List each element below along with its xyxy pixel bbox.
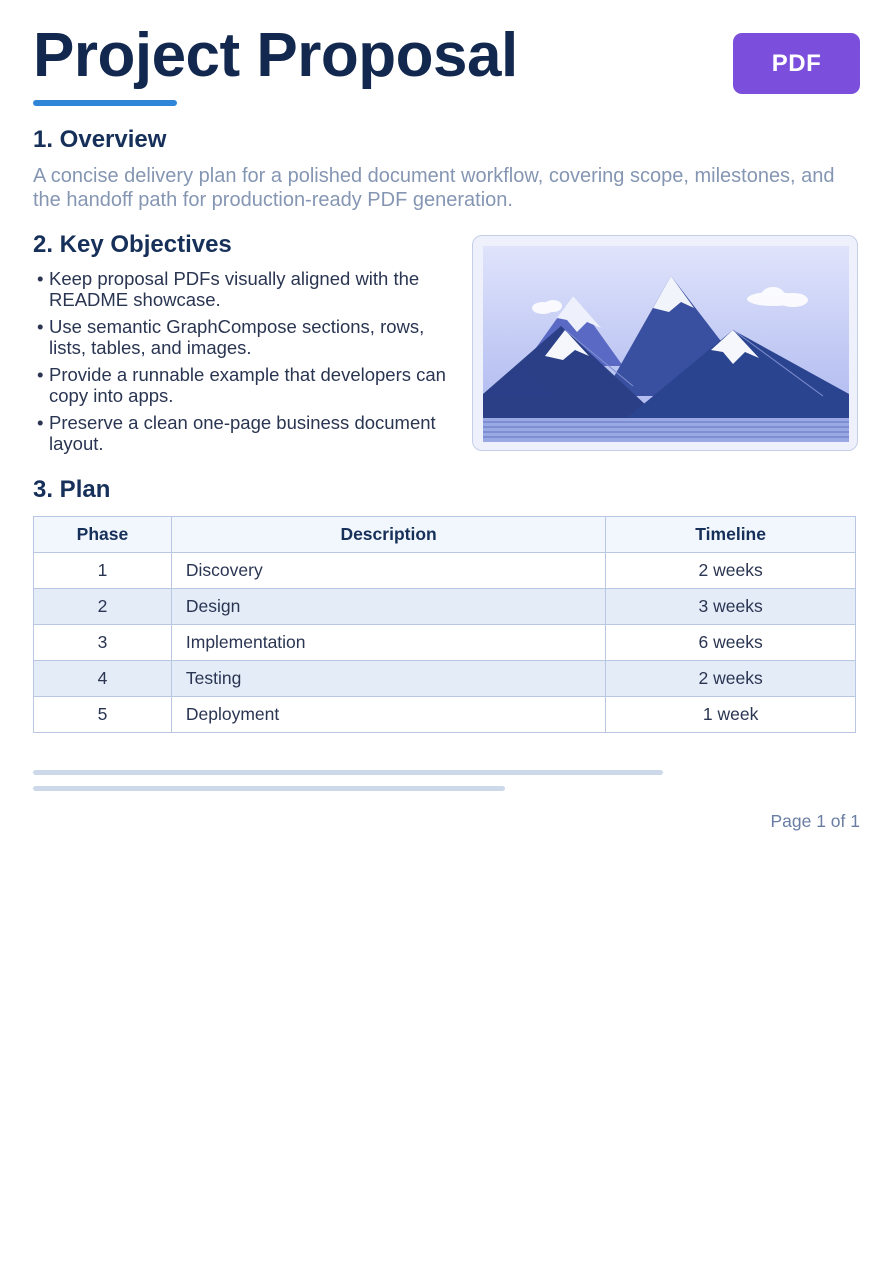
timeline-cell: 6 weeks bbox=[606, 625, 856, 661]
document-title: Project Proposal bbox=[33, 21, 518, 90]
overview-text: A concise delivery plan for a polished document workflow, covering scope, milestones, and the handoff path for production-ready PDF generation. bbox=[33, 165, 835, 211]
timeline-cell: 3 weeks bbox=[606, 589, 856, 625]
description-cell: Deployment bbox=[171, 697, 605, 733]
column-header-phase: Phase bbox=[34, 517, 172, 553]
timeline-cell: 2 weeks bbox=[606, 661, 856, 697]
bullet-icon: • bbox=[37, 316, 44, 337]
divider-line bbox=[33, 770, 663, 775]
mountain-illustration-icon bbox=[483, 246, 849, 442]
bullet-icon: • bbox=[37, 268, 44, 289]
title-underline bbox=[33, 100, 177, 106]
phase-cell: 1 bbox=[34, 553, 172, 589]
divider-line bbox=[33, 786, 505, 791]
overview-heading: 1. Overview bbox=[33, 126, 167, 153]
description-cell: Testing bbox=[171, 661, 605, 697]
objective-item: • Preserve a clean one-page business document layout. bbox=[37, 412, 436, 454]
description-cell: Design bbox=[171, 589, 605, 625]
timeline-cell: 1 week bbox=[606, 697, 856, 733]
table-row bbox=[34, 625, 856, 661]
bullet-icon: • bbox=[37, 412, 44, 433]
timeline-cell: 2 weeks bbox=[606, 553, 856, 589]
objective-item: • Provide a runnable example that developers can copy into apps. bbox=[37, 364, 446, 406]
table-row bbox=[34, 589, 856, 625]
table-row bbox=[34, 697, 856, 733]
mountain-landscape-image bbox=[472, 235, 858, 451]
page-number: Page 1 of 1 bbox=[770, 811, 860, 831]
column-header-description: Description bbox=[171, 517, 605, 553]
plan-table bbox=[33, 516, 856, 733]
phase-cell: 4 bbox=[34, 661, 172, 697]
description-cell: Discovery bbox=[171, 553, 605, 589]
plan-heading: 3. Plan bbox=[33, 476, 111, 503]
pdf-badge[interactable]: PDF bbox=[733, 33, 860, 94]
phase-cell: 5 bbox=[34, 697, 172, 733]
objectives-list bbox=[33, 268, 453, 460]
phase-cell: 3 bbox=[34, 625, 172, 661]
phase-cell: 2 bbox=[34, 589, 172, 625]
table-row bbox=[34, 553, 856, 589]
objectives-heading: 2. Key Objectives bbox=[33, 231, 232, 258]
table-header-row bbox=[34, 517, 856, 553]
table-row bbox=[34, 661, 856, 697]
objective-item: • Use semantic GraphCompose sections, rows, lists, tables, and images. bbox=[37, 316, 425, 358]
column-header-timeline: Timeline bbox=[606, 517, 856, 553]
description-cell: Implementation bbox=[171, 625, 605, 661]
objective-item: • Keep proposal PDFs visually aligned with the README showcase. bbox=[37, 268, 420, 310]
bullet-icon: • bbox=[37, 364, 44, 385]
